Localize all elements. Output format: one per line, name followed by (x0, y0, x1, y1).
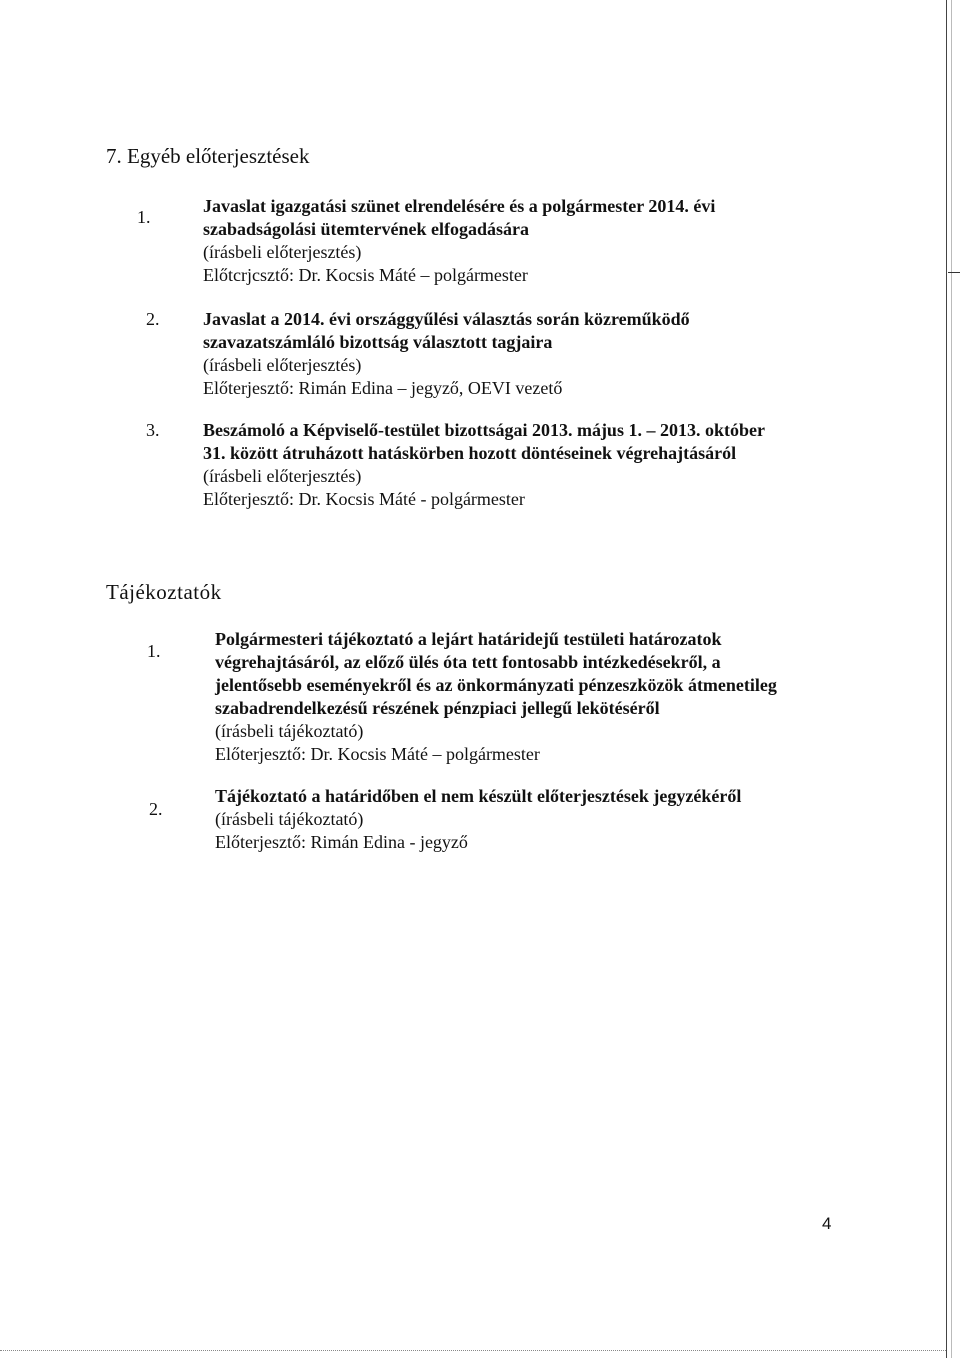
scan-mark (948, 272, 960, 273)
agenda-item (203, 419, 831, 511)
item-title-line: szabadrendelkezésű részének pénzpiaci jellegű lekötéséről (215, 698, 660, 718)
agenda-item (203, 308, 835, 400)
item-title-line: 31. között átruházott hatáskörben hozott döntéseinek végrehajtásáról (203, 443, 737, 463)
item-presenter: Előterjesztő: Rimán Edina – jegyző, OEVI vezető (203, 378, 563, 398)
item-presenter: Előterjesztő: Dr. Kocsis Máté – polgármester (215, 744, 540, 764)
item-title-line: Polgármesteri tájékoztató a lejárt határidejű testületi határozatok (215, 629, 722, 649)
item-type: (írásbeli tájékoztató) (215, 721, 364, 741)
item-type: (írásbeli előterjesztés) (203, 242, 362, 262)
item-type: (írásbeli előterjesztés) (203, 466, 362, 486)
item-presenter: Előtcrjcsztő: Dr. Kocsis Máté – polgármester (203, 265, 528, 285)
item-title-line: Beszámoló a Képviselő-testület bizottságai 2013. május 1. – 2013. október (203, 420, 765, 440)
item-title-line: szabadságolási ütemtervének elfogadására (203, 219, 529, 239)
scan-edge-line (0, 1350, 946, 1352)
item-title-line: végrehajtásáról, az előző ülés óta tett fontosabb intézkedésekről, a (215, 652, 721, 672)
item-type: (írásbeli tájékoztató) (215, 809, 364, 829)
scan-edge-line (946, 0, 947, 1358)
agenda-item (215, 628, 832, 766)
item-number: 3. (146, 420, 160, 440)
scan-edge-line (951, 0, 952, 1358)
item-presenter: Előterjesztő: Rimán Edina - jegyző (215, 832, 468, 852)
item-title-line: Javaslat a 2014. évi országgyűlési választás során közreműködő (203, 309, 690, 329)
item-presenter: Előterjesztő: Dr. Kocsis Máté - polgármester (203, 489, 525, 509)
section-title-tajekoztatok: Tájékoztatók (106, 580, 222, 604)
agenda-item (203, 195, 835, 287)
item-number: 2. (146, 309, 160, 329)
page-number: 4 (822, 1214, 832, 1233)
agenda-item (215, 785, 832, 854)
section-title-egyeb-eloterjesztesek: 7. Egyéb előterjesztések (106, 144, 310, 168)
item-type: (írásbeli előterjesztés) (203, 355, 362, 375)
item-title-line: Tájékoztató a határidőben el nem készült előterjesztések jegyzékéről (215, 786, 742, 806)
item-number: 2. (149, 799, 163, 819)
item-title-line: szavazatszámláló bizottság választott tagjaira (203, 332, 553, 352)
item-number: 1. (137, 207, 151, 227)
item-number: 1. (147, 641, 161, 661)
item-title-line: Javaslat igazgatási szünet elrendelésére és a polgármester 2014. évi (203, 196, 716, 216)
item-title-line: jelentősebb eseményekről és az önkormányzati pénzeszközök átmenetileg (215, 675, 777, 695)
